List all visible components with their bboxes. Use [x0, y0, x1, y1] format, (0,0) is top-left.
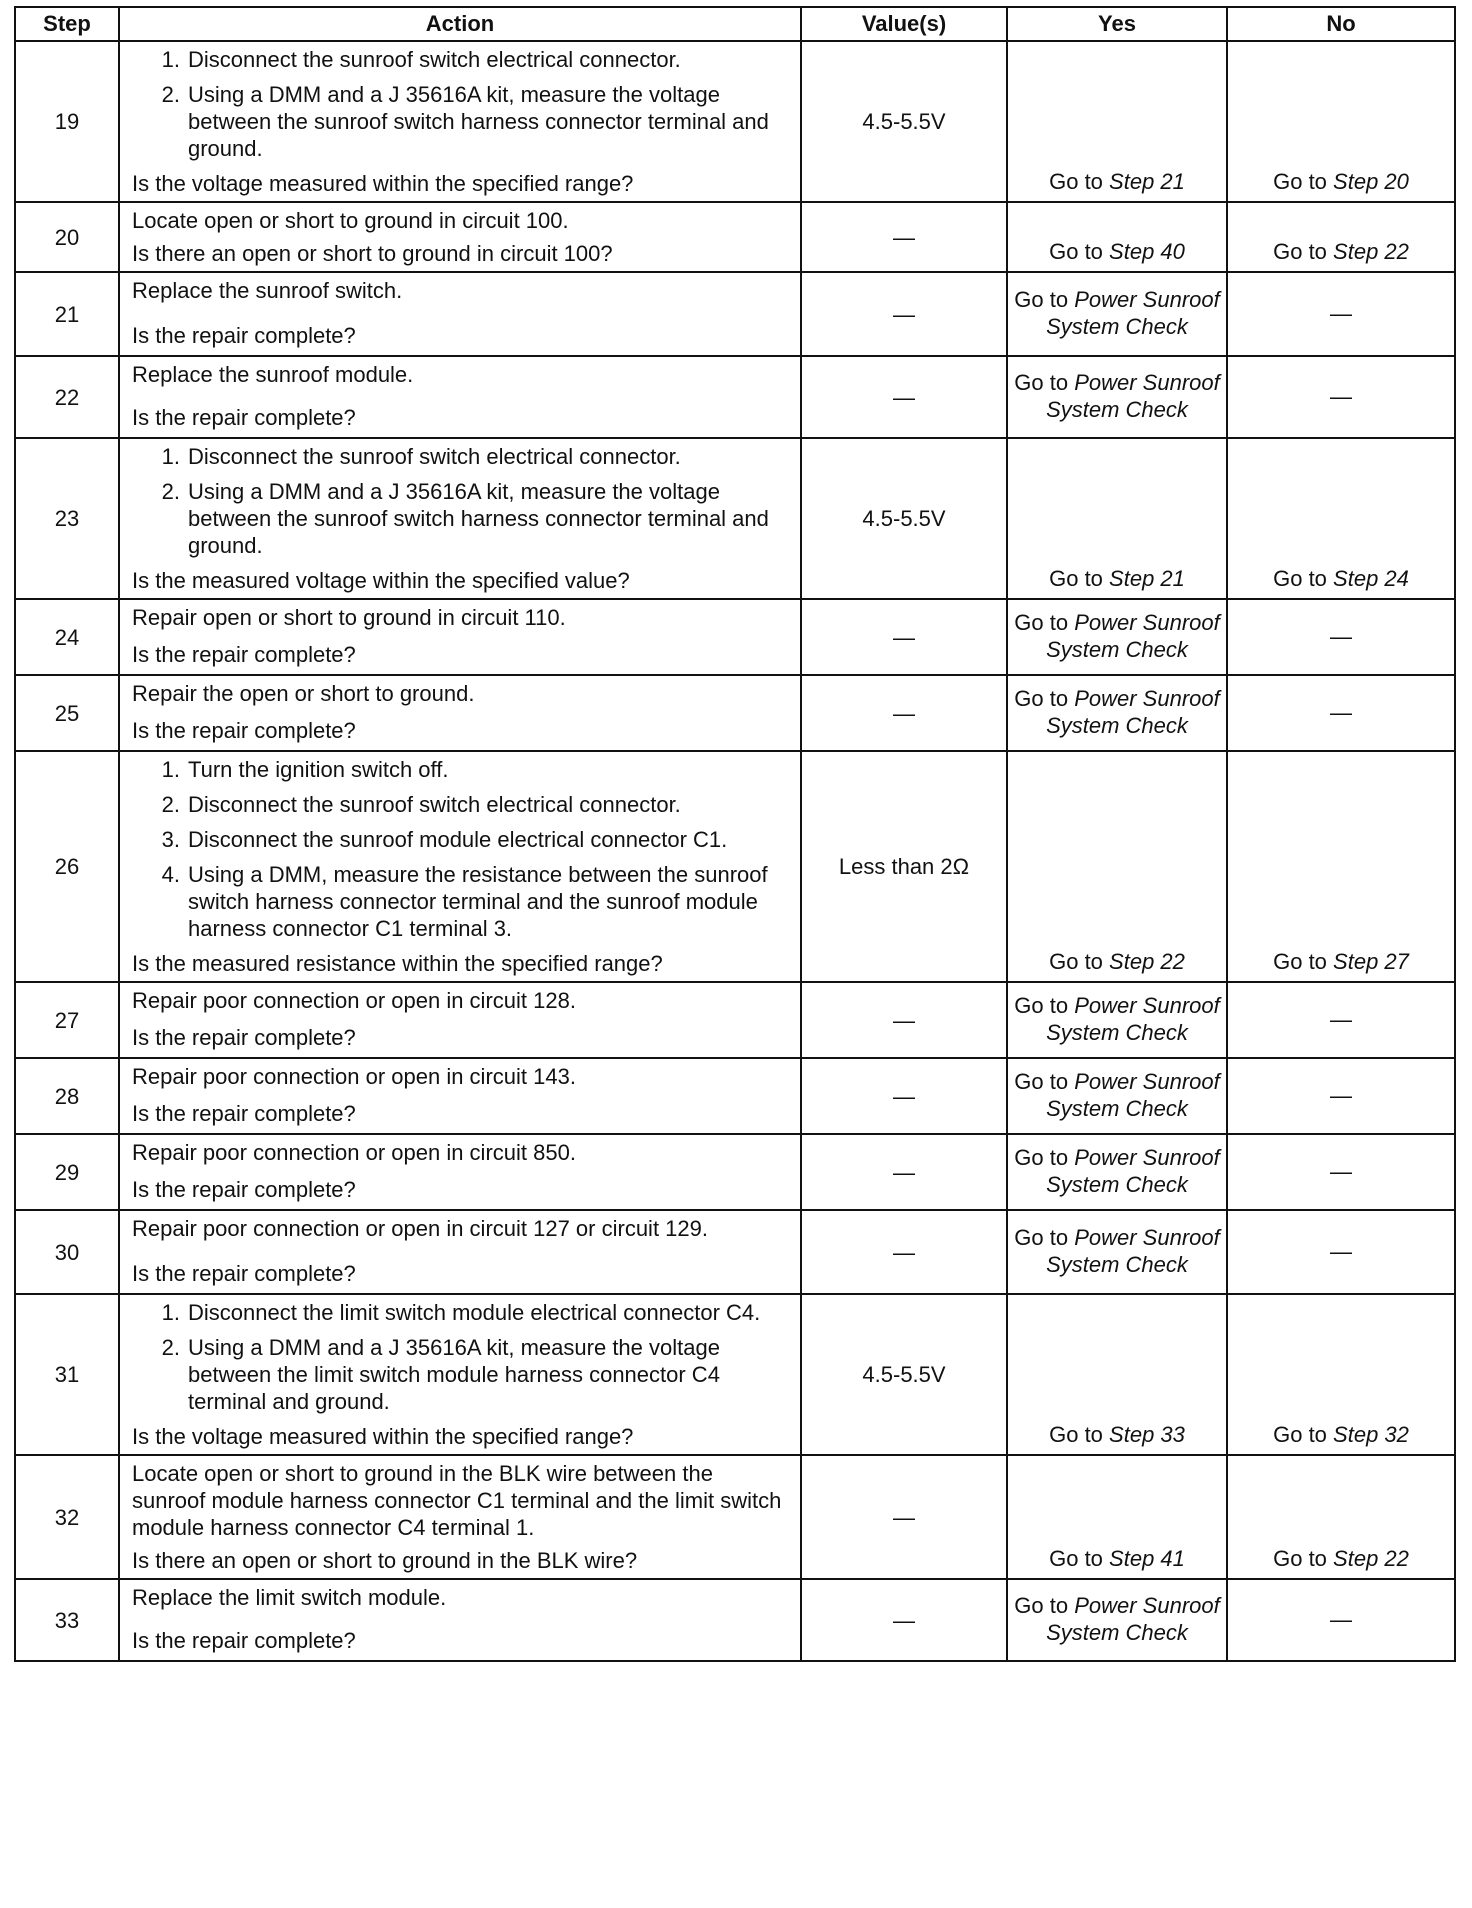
no-result-prefix: —: [1330, 699, 1352, 725]
header-row: [15, 7, 1455, 41]
table-row: [15, 1134, 1455, 1210]
step-number: 32: [15, 1455, 119, 1579]
no-result-cell: [1227, 438, 1455, 599]
yes-result-prefix: Go to: [1014, 1145, 1069, 1170]
yes-result-target-link[interactable]: Power Sunroof System Check: [1046, 993, 1220, 1045]
table-row: [15, 599, 1455, 675]
table-row: [15, 675, 1455, 751]
value-cell: —: [801, 1579, 1007, 1661]
action-step-number: 4.: [161, 862, 180, 887]
action-step-item: [132, 791, 788, 818]
action-step-number: 2.: [161, 479, 180, 504]
yes-result-target-link[interactable]: Step 21: [1109, 169, 1185, 194]
yes-result-cell: [1007, 41, 1227, 202]
value-cell: —: [801, 599, 1007, 675]
no-result-cell: [1227, 751, 1455, 982]
action-cell: [119, 1579, 801, 1661]
action-step-text: Disconnect the sunroof switch electrical connector.: [188, 47, 681, 72]
action-question: Is the repair complete?: [132, 405, 356, 430]
step-number: 25: [15, 675, 119, 751]
no-result-prefix: Go to: [1273, 566, 1327, 591]
table-row: [15, 982, 1455, 1058]
yes-result-target-link[interactable]: Step 21: [1109, 566, 1185, 591]
no-result-prefix: Go to: [1273, 1422, 1327, 1447]
no-result-target-link[interactable]: Step 32: [1333, 1422, 1409, 1447]
action-question: Is the repair complete?: [132, 1261, 356, 1286]
yes-result-prefix: Go to: [1014, 370, 1069, 395]
value-cell: —: [801, 1134, 1007, 1210]
action-step-text: Disconnect the sunroof module electrical connector C1.: [188, 827, 728, 852]
step-number: 20: [15, 202, 119, 272]
no-result-target-link[interactable]: Step 22: [1333, 1546, 1409, 1571]
no-result-prefix: —: [1330, 1158, 1352, 1184]
diagnostic-table-page: [14, 6, 1454, 1662]
yes-result-prefix: Go to: [1014, 1593, 1069, 1618]
yes-result-target-link[interactable]: Power Sunroof System Check: [1046, 287, 1220, 339]
header-yes: Yes: [1007, 7, 1227, 41]
no-result-cell: [1227, 1455, 1455, 1579]
no-result-cell: [1227, 1210, 1455, 1294]
yes-result-target-link[interactable]: Power Sunroof System Check: [1046, 1593, 1220, 1645]
table-row: [15, 1210, 1455, 1294]
no-result-target-link[interactable]: Step 20: [1333, 169, 1409, 194]
value-cell: 4.5-5.5V: [801, 438, 1007, 599]
no-result-cell: [1227, 1579, 1455, 1661]
action-step-item: [132, 1334, 788, 1415]
yes-result-prefix: Go to: [1014, 686, 1069, 711]
action-question: Is the repair complete?: [132, 718, 356, 743]
action-cell: [119, 1134, 801, 1210]
yes-result-cell: [1007, 599, 1227, 675]
action-cell: [119, 356, 801, 438]
action-step-number: 1.: [161, 444, 180, 469]
yes-result-prefix: Go to: [1049, 566, 1103, 591]
no-result-prefix: —: [1330, 300, 1352, 326]
action-step-item: [132, 861, 788, 942]
action-step-item: [132, 1299, 788, 1326]
action-step-number: 3.: [161, 827, 180, 852]
header-values: Value(s): [801, 7, 1007, 41]
action-question: Is there an open or short to ground in circuit 100?: [132, 241, 613, 266]
no-result-prefix: —: [1330, 1238, 1352, 1264]
yes-result-target-link[interactable]: Power Sunroof System Check: [1046, 1069, 1220, 1121]
yes-result-prefix: Go to: [1014, 287, 1069, 312]
yes-result-cell: [1007, 751, 1227, 982]
no-result-cell: [1227, 599, 1455, 675]
yes-result-prefix: Go to: [1049, 1546, 1103, 1571]
action-cell: [119, 1058, 801, 1134]
action-step-text: Using a DMM and a J 35616A kit, measure the voltage between the sunroof switch harness connector terminal and ground.: [188, 479, 769, 558]
table-row: [15, 1058, 1455, 1134]
value-cell: 4.5-5.5V: [801, 1294, 1007, 1455]
action-step-text: Disconnect the sunroof switch electrical connector.: [188, 792, 681, 817]
no-result-prefix: Go to: [1273, 239, 1327, 264]
action-step-item: [132, 81, 788, 162]
action-question: Is the repair complete?: [132, 1025, 356, 1050]
value-cell: —: [801, 356, 1007, 438]
action-step-item: [132, 478, 788, 559]
action-cell: [119, 675, 801, 751]
no-result-prefix: —: [1330, 1082, 1352, 1108]
step-number: 23: [15, 438, 119, 599]
header-no: No: [1227, 7, 1455, 41]
action-cell: [119, 41, 801, 202]
no-result-prefix: Go to: [1273, 949, 1327, 974]
step-number: 28: [15, 1058, 119, 1134]
no-result-target-link[interactable]: Step 22: [1333, 239, 1409, 264]
no-result-cell: [1227, 1294, 1455, 1455]
yes-result-cell: [1007, 1134, 1227, 1210]
no-result-prefix: —: [1330, 1606, 1352, 1632]
action-cell: [119, 1455, 801, 1579]
action-question: Is the repair complete?: [132, 1101, 356, 1126]
yes-result-target-link[interactable]: Step 40: [1109, 239, 1185, 264]
action-cell: [119, 982, 801, 1058]
action-instruction: Repair the open or short to ground.: [132, 681, 475, 706]
step-number: 24: [15, 599, 119, 675]
table-row: [15, 751, 1455, 982]
value-cell: —: [801, 202, 1007, 272]
table-row: [15, 41, 1455, 202]
yes-result-cell: [1007, 1294, 1227, 1455]
no-result-cell: [1227, 202, 1455, 272]
action-instruction: Replace the sunroof switch.: [132, 278, 403, 303]
action-instruction: Repair poor connection or open in circuit 128.: [132, 988, 576, 1013]
no-result-cell: [1227, 41, 1455, 202]
action-instruction: Repair poor connection or open in circuit 143.: [132, 1064, 576, 1089]
yes-result-target-link[interactable]: Step 41: [1109, 1546, 1185, 1571]
header-step: Step: [15, 7, 119, 41]
no-result-prefix: Go to: [1273, 1546, 1327, 1571]
action-question: Is there an open or short to ground in the BLK wire?: [132, 1548, 638, 1573]
yes-result-target-link[interactable]: Power Sunroof System Check: [1046, 686, 1220, 738]
no-result-cell: [1227, 1058, 1455, 1134]
action-step-number: 2.: [161, 792, 180, 817]
action-cell: [119, 751, 801, 982]
action-step-number: 2.: [161, 82, 180, 107]
yes-result-target-link[interactable]: Power Sunroof System Check: [1046, 610, 1220, 662]
yes-result-cell: [1007, 1058, 1227, 1134]
step-number: 19: [15, 41, 119, 202]
step-number: 30: [15, 1210, 119, 1294]
table-row: [15, 438, 1455, 599]
yes-result-cell: [1007, 272, 1227, 356]
table-row: [15, 272, 1455, 356]
step-number: 21: [15, 272, 119, 356]
action-instruction: Locate open or short to ground in the BLK wire between the sunroof module harness connector C1 terminal and the limit switch module harness connector C4 terminal 1.: [132, 1461, 782, 1540]
action-cell: [119, 599, 801, 675]
no-result-prefix: Go to: [1273, 169, 1327, 194]
yes-result-cell: [1007, 202, 1227, 272]
action-step-number: 2.: [161, 1335, 180, 1360]
no-result-cell: [1227, 272, 1455, 356]
yes-result-target-link[interactable]: Step 33: [1109, 1422, 1185, 1447]
action-cell: [119, 1210, 801, 1294]
value-cell: —: [801, 1058, 1007, 1134]
no-result-prefix: —: [1330, 383, 1352, 409]
action-cell: [119, 1294, 801, 1455]
no-result-prefix: —: [1330, 1006, 1352, 1032]
table-row: [15, 202, 1455, 272]
yes-result-prefix: Go to: [1049, 1422, 1103, 1447]
action-step-text: Using a DMM, measure the resistance between the sunroof switch harness connector terminal and the sunroof module harness connector C1 terminal 3.: [188, 862, 768, 941]
action-cell: [119, 438, 801, 599]
diagnostic-table: [14, 6, 1456, 1662]
yes-result-prefix: Go to: [1049, 239, 1103, 264]
yes-result-prefix: Go to: [1049, 169, 1103, 194]
action-instruction: Repair poor connection or open in circuit 850.: [132, 1140, 576, 1165]
value-cell: —: [801, 272, 1007, 356]
no-result-cell: [1227, 356, 1455, 438]
yes-result-target-link[interactable]: Power Sunroof System Check: [1046, 1145, 1220, 1197]
no-result-cell: [1227, 675, 1455, 751]
yes-result-target-link[interactable]: Step 22: [1109, 949, 1185, 974]
yes-result-cell: [1007, 1455, 1227, 1579]
yes-result-prefix: Go to: [1049, 949, 1103, 974]
no-result-cell: [1227, 1134, 1455, 1210]
step-number: 33: [15, 1579, 119, 1661]
table-body: [15, 41, 1455, 1661]
yes-result-prefix: Go to: [1014, 1225, 1069, 1250]
value-cell: —: [801, 1455, 1007, 1579]
step-number: 22: [15, 356, 119, 438]
header-action: Action: [119, 7, 801, 41]
action-steps-list: [132, 1299, 788, 1415]
action-instruction: Replace the limit switch module.: [132, 1585, 447, 1610]
action-step-text: Disconnect the sunroof switch electrical connector.: [188, 444, 681, 469]
action-instruction: Repair open or short to ground in circuit 110.: [132, 605, 566, 630]
action-question: Is the repair complete?: [132, 642, 356, 667]
action-question: Is the voltage measured within the specified range?: [132, 171, 634, 196]
action-step-item: [132, 756, 788, 783]
action-cell: [119, 272, 801, 356]
action-step-item: [132, 46, 788, 73]
action-question: Is the repair complete?: [132, 323, 356, 348]
value-cell: 4.5-5.5V: [801, 41, 1007, 202]
yes-result-prefix: Go to: [1014, 993, 1069, 1018]
action-question: Is the voltage measured within the specified range?: [132, 1424, 634, 1449]
action-question: Is the repair complete?: [132, 1177, 356, 1202]
action-cell: [119, 202, 801, 272]
action-question: Is the measured resistance within the specified range?: [132, 951, 663, 976]
no-result-target-link[interactable]: Step 27: [1333, 949, 1409, 974]
action-step-text: Disconnect the limit switch module electrical connector C4.: [188, 1300, 761, 1325]
action-step-number: 1.: [161, 757, 180, 782]
yes-result-target-link[interactable]: Power Sunroof System Check: [1046, 370, 1220, 422]
yes-result-target-link[interactable]: Power Sunroof System Check: [1046, 1225, 1220, 1277]
value-cell: —: [801, 982, 1007, 1058]
value-cell: —: [801, 1210, 1007, 1294]
step-number: 31: [15, 1294, 119, 1455]
action-question: Is the measured voltage within the specified value?: [132, 568, 630, 593]
action-instruction: Repair poor connection or open in circuit 127 or circuit 129.: [132, 1216, 708, 1241]
action-step-number: 1.: [161, 1300, 180, 1325]
no-result-cell: [1227, 982, 1455, 1058]
action-step-text: Using a DMM and a J 35616A kit, measure the voltage between the limit switch module harness connector C4 terminal and ground.: [188, 1335, 720, 1414]
action-step-number: 1.: [161, 47, 180, 72]
action-step-item: [132, 443, 788, 470]
no-result-prefix: —: [1330, 623, 1352, 649]
action-step-item: [132, 826, 788, 853]
value-cell: Less than 2Ω: [801, 751, 1007, 982]
no-result-target-link[interactable]: Step 24: [1333, 566, 1409, 591]
step-number: 26: [15, 751, 119, 982]
yes-result-cell: [1007, 438, 1227, 599]
table-row: [15, 1455, 1455, 1579]
action-instruction: Locate open or short to ground in circuit 100.: [132, 208, 569, 233]
action-steps-list: [132, 46, 788, 162]
action-step-text: Using a DMM and a J 35616A kit, measure the voltage between the sunroof switch harness connector terminal and ground.: [188, 82, 769, 161]
yes-result-cell: [1007, 1210, 1227, 1294]
yes-result-cell: [1007, 356, 1227, 438]
yes-result-cell: [1007, 1579, 1227, 1661]
step-number: 29: [15, 1134, 119, 1210]
step-number: 27: [15, 982, 119, 1058]
yes-result-cell: [1007, 982, 1227, 1058]
yes-result-prefix: Go to: [1014, 1069, 1069, 1094]
yes-result-prefix: Go to: [1014, 610, 1069, 635]
table-row: [15, 1579, 1455, 1661]
value-cell: —: [801, 675, 1007, 751]
table-row: [15, 356, 1455, 438]
yes-result-cell: [1007, 675, 1227, 751]
action-steps-list: [132, 443, 788, 559]
action-instruction: Replace the sunroof module.: [132, 362, 414, 387]
table-row: [15, 1294, 1455, 1455]
action-question: Is the repair complete?: [132, 1628, 356, 1653]
action-step-text: Turn the ignition switch off.: [188, 757, 449, 782]
action-steps-list: [132, 756, 788, 942]
